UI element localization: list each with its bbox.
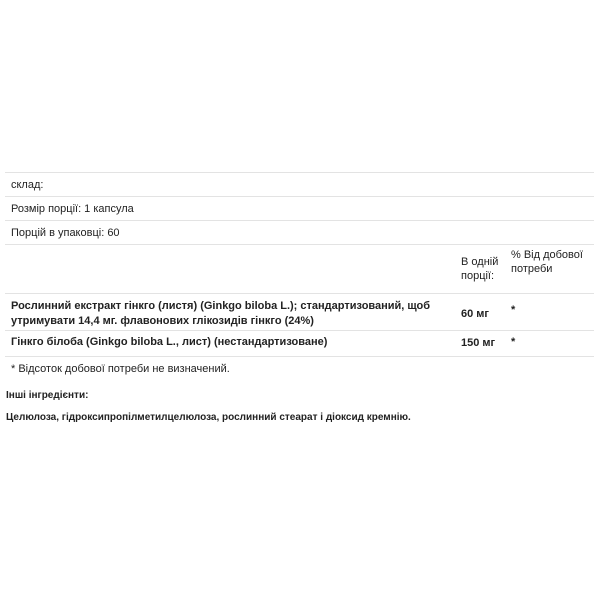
ingredient-amount: 150 мг [461, 337, 496, 349]
header-name-cell [5, 248, 461, 293]
daily-value-footnote: * Відсоток добової потреби не визначений. [11, 363, 230, 375]
serving-size-row [5, 197, 594, 221]
header-daily-value: % Від добової потреби [511, 249, 583, 275]
ingredient-amount: 60 мг [461, 308, 490, 320]
ingredient-daily-value: * [511, 304, 516, 316]
ingredient-daily-value: * [511, 336, 516, 348]
composition-label: склад: [11, 179, 44, 191]
ingredient-row [5, 294, 594, 331]
other-ingredients-title: Інші інгредієнти: [6, 390, 89, 401]
ingredient-name: Рослинний екстракт гінкго (листя) (Ginkgo biloba L.); стандартизований, щоб утримувати 14,4 мг. флавонових глікозидів гінкго (24%) [11, 300, 431, 327]
ingredient-row [5, 331, 594, 357]
servings-per-container: Порцій в упаковці: 60 [11, 227, 120, 239]
composition-row [5, 173, 594, 197]
table-header-row [5, 245, 594, 294]
servings-per-container-row [5, 221, 594, 245]
supplement-facts-table [5, 172, 594, 379]
ingredient-name: Гінкго білоба (Ginkgo biloba L., лист) (нестандартизоване) [11, 336, 328, 348]
header-amount: В одній порції: [461, 256, 499, 282]
other-ingredients-list: Целюлоза, гідроксипропілметилцелюлоза, рослинний стеарат і діоксид кремнію. [6, 412, 411, 423]
serving-size: Розмір порції: 1 капсула [11, 203, 134, 215]
